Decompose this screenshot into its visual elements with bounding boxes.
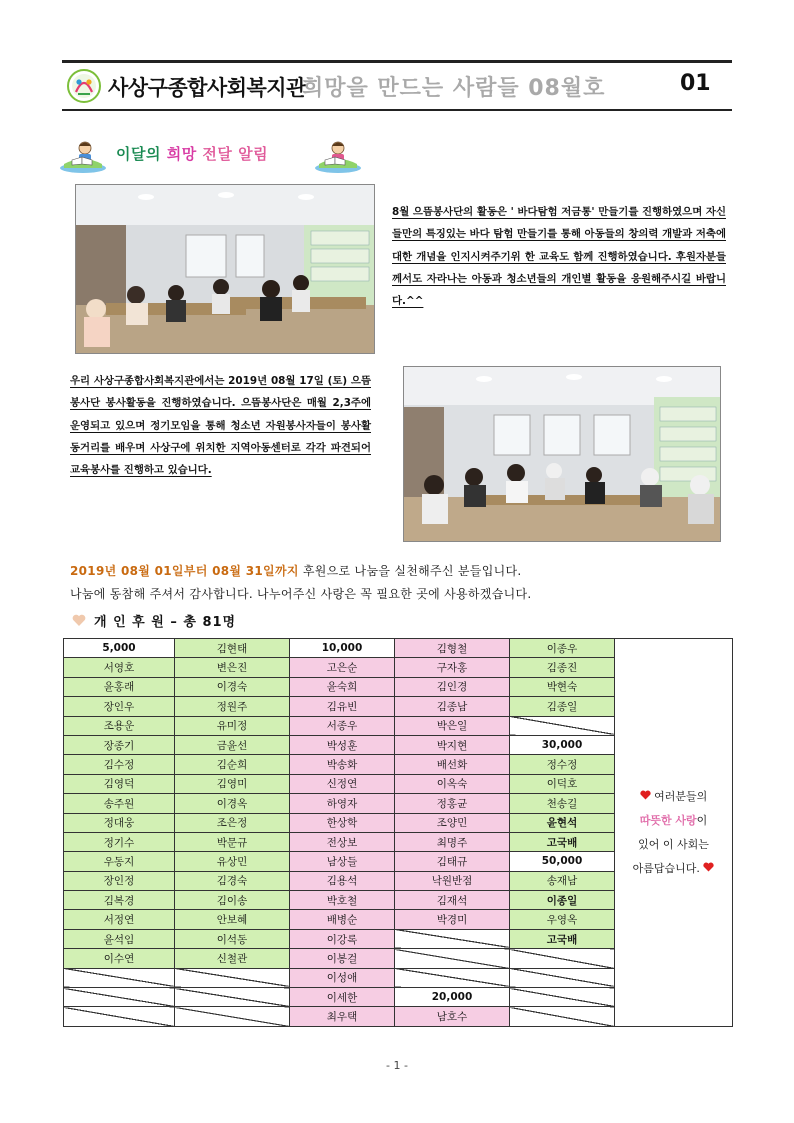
donor-cell: 이옥숙	[395, 774, 510, 793]
donor-cell: 정홍균	[395, 794, 510, 813]
logo-icon	[66, 68, 102, 104]
donor-cell	[175, 968, 290, 987]
donor-cell: 이봉걸	[290, 949, 395, 968]
donor-cell: 김재석	[395, 891, 510, 910]
donor-cell	[510, 1007, 615, 1027]
donor-cell: 김종남	[395, 697, 510, 716]
donor-cell: 30,000	[510, 735, 615, 754]
thank-you-message: 여러분들의 따뜻한 사랑이 있어 이 사회는 아름답습니다.	[615, 639, 733, 1027]
donor-cell: 이성애	[290, 968, 395, 987]
donor-cell: 이강록	[290, 929, 395, 948]
donor-cell: 박성훈	[290, 735, 395, 754]
donor-cell: 박경미	[395, 910, 510, 929]
activity-photo-2	[403, 366, 721, 542]
donor-cell: 배병순	[290, 910, 395, 929]
header-top-rule	[62, 60, 732, 63]
donor-cell: 낙원반점	[395, 871, 510, 890]
donor-cell: 김경숙	[175, 871, 290, 890]
donor-cell: 이경옥	[175, 794, 290, 813]
donor-cell: 천송길	[510, 794, 615, 813]
donor-cell: 김영미	[175, 774, 290, 793]
donor-cell: 최명주	[395, 832, 510, 851]
donor-cell: 최우택	[290, 1007, 395, 1027]
donor-cell: 박은일	[395, 716, 510, 735]
donor-cell: 송주원	[64, 794, 175, 813]
donor-cell: 김이송	[175, 891, 290, 910]
donor-cell: 우영옥	[510, 910, 615, 929]
activity-description-left: 우리 사상구종합사회복지관에서는 2019년 08월 17일 (토) 으뜸봉사단 봉사활동을 진행하였습니다. 으뜸봉사단은 매월 2,3주에 운영되고 있으며 정기모임을 통해 청소년 자원봉사자들이 봉사활동거리를 배우며 사상구에 위치한 지역아동센터로 각각 파견되어 교육봉사를 진행하고 있습니다.	[70, 375, 371, 477]
donor-cell: 김종진	[510, 658, 615, 677]
donor-cell: 정기수	[64, 832, 175, 851]
donor-cell: 서정연	[64, 910, 175, 929]
donor-cell: 이경숙	[175, 677, 290, 696]
section-title: 이달의 희망 전달 알림	[116, 145, 269, 163]
donor-cell: 조양민	[395, 813, 510, 832]
donor-cell: 박호철	[290, 891, 395, 910]
donor-cell: 신철관	[175, 949, 290, 968]
header-bottom-rule	[62, 109, 732, 111]
donation-intro-line-2: 나눔에 동참해 주셔서 감사합니다. 나누어주신 사랑은 꼭 필요한 곳에 사용하겠습니다.	[70, 587, 532, 601]
donor-cell: 유미정	[175, 716, 290, 735]
kid-reading-icon	[313, 138, 363, 174]
donor-cell: 조은정	[175, 813, 290, 832]
donor-cell: 변은진	[175, 658, 290, 677]
donor-cell: 박현숙	[510, 677, 615, 696]
org-name: 사상구종합사회복지관	[108, 76, 306, 100]
donor-cell: 윤홍래	[64, 677, 175, 696]
activity-photo-1	[75, 184, 375, 354]
donor-cell: 정대웅	[64, 813, 175, 832]
donor-cell	[64, 1007, 175, 1027]
donor-cell: 정원주	[175, 697, 290, 716]
donor-cell: 이종우	[510, 639, 615, 658]
donor-cell: 5,000	[64, 639, 175, 658]
donor-cell: 정수정	[510, 755, 615, 774]
donor-cell: 김복경	[64, 891, 175, 910]
donor-cell: 이수연	[64, 949, 175, 968]
donor-cell: 우동지	[64, 852, 175, 871]
donor-cell: 박송화	[290, 755, 395, 774]
individual-donation-heading: 개 인 후 원 – 총 81명	[72, 611, 236, 630]
donor-cell: 이석동	[175, 929, 290, 948]
donor-cell	[395, 949, 510, 968]
donor-cell: 김태규	[395, 852, 510, 871]
donor-cell: 고은순	[290, 658, 395, 677]
donor-cell: 고국배	[510, 929, 615, 948]
donor-cell: 남상들	[290, 852, 395, 871]
red-heart-icon	[703, 862, 714, 872]
red-heart-icon	[640, 790, 651, 800]
donor-cell: 김종일	[510, 697, 615, 716]
donor-cell	[395, 968, 510, 987]
donor-cell: 장인우	[64, 697, 175, 716]
peach-heart-icon	[72, 614, 86, 627]
donor-cell: 송재남	[510, 871, 615, 890]
donor-cell: 한상학	[290, 813, 395, 832]
donor-cell	[395, 929, 510, 948]
header-page-number: 01	[680, 71, 711, 96]
donor-cell	[510, 716, 615, 735]
donor-cell	[175, 1007, 290, 1027]
activity-description-right: 8월 으뜸봉사단의 활동은 ' 바다탐험 저금통' 만들기를 진행하였으며 자신들만의 특징있는 바다 탐험 만들기를 통해 아동들의 창의력 개발과 저축에 대한 개념을 인지시켜주기위 한 교육도 함께 진행하였습니다. 후원자분들께서도 자라나는 아동과 청소년들의 개인별 활동을 응원해주시길 바랍니다.^^	[392, 206, 726, 308]
newsletter-title: 희망을 만드는 사람들 08월호	[302, 76, 606, 101]
donor-cell: 서영호	[64, 658, 175, 677]
donor-cell: 고국배	[510, 832, 615, 851]
donor-cell: 구자홍	[395, 658, 510, 677]
donor-cell: 하영자	[290, 794, 395, 813]
donor-cell	[510, 988, 615, 1007]
donor-cell: 김유빈	[290, 697, 395, 716]
donor-cell	[510, 949, 615, 968]
table-row	[64, 639, 733, 658]
donor-cell: 박지현	[395, 735, 510, 754]
donor-cell: 10,000	[290, 639, 395, 658]
donor-cell: 김형철	[395, 639, 510, 658]
donor-cell: 유상민	[175, 852, 290, 871]
donor-cell: 김수정	[64, 755, 175, 774]
donor-cell: 김용석	[290, 871, 395, 890]
donor-cell	[64, 968, 175, 987]
donor-cell: 20,000	[395, 988, 510, 1007]
donor-cell: 윤숙희	[290, 677, 395, 696]
donor-cell: 신정연	[290, 774, 395, 793]
donor-cell: 박문규	[175, 832, 290, 851]
donor-cell: 김인경	[395, 677, 510, 696]
donor-cell: 윤석임	[64, 929, 175, 948]
donor-cell	[64, 988, 175, 1007]
donor-cell: 이덕호	[510, 774, 615, 793]
donor-cell: 안보혜	[175, 910, 290, 929]
donor-cell: 장인정	[64, 871, 175, 890]
kid-reading-icon	[58, 138, 108, 174]
donor-cell: 김영덕	[64, 774, 175, 793]
page-footer: - 1 -	[386, 1059, 408, 1072]
donor-cell: 남호수	[395, 1007, 510, 1027]
donor-table	[63, 638, 733, 1027]
donor-cell: 전상보	[290, 832, 395, 851]
donor-cell: 이종일	[510, 891, 615, 910]
donor-cell: 금윤선	[175, 735, 290, 754]
donor-cell: 김순희	[175, 755, 290, 774]
donor-cell: 조용운	[64, 716, 175, 735]
donor-cell: 서종우	[290, 716, 395, 735]
donor-cell: 이세한	[290, 988, 395, 1007]
donor-cell	[175, 988, 290, 1007]
donor-cell: 배선화	[395, 755, 510, 774]
donor-cell: 윤현석	[510, 813, 615, 832]
donor-cell: 50,000	[510, 852, 615, 871]
donor-cell: 장종기	[64, 735, 175, 754]
donation-intro-line-1: 2019년 08월 01일부터 08월 31일까지 후원으로 나눔을 실천해주신 분들입니다.	[70, 564, 522, 578]
donor-cell: 김현태	[175, 639, 290, 658]
donor-cell	[510, 968, 615, 987]
